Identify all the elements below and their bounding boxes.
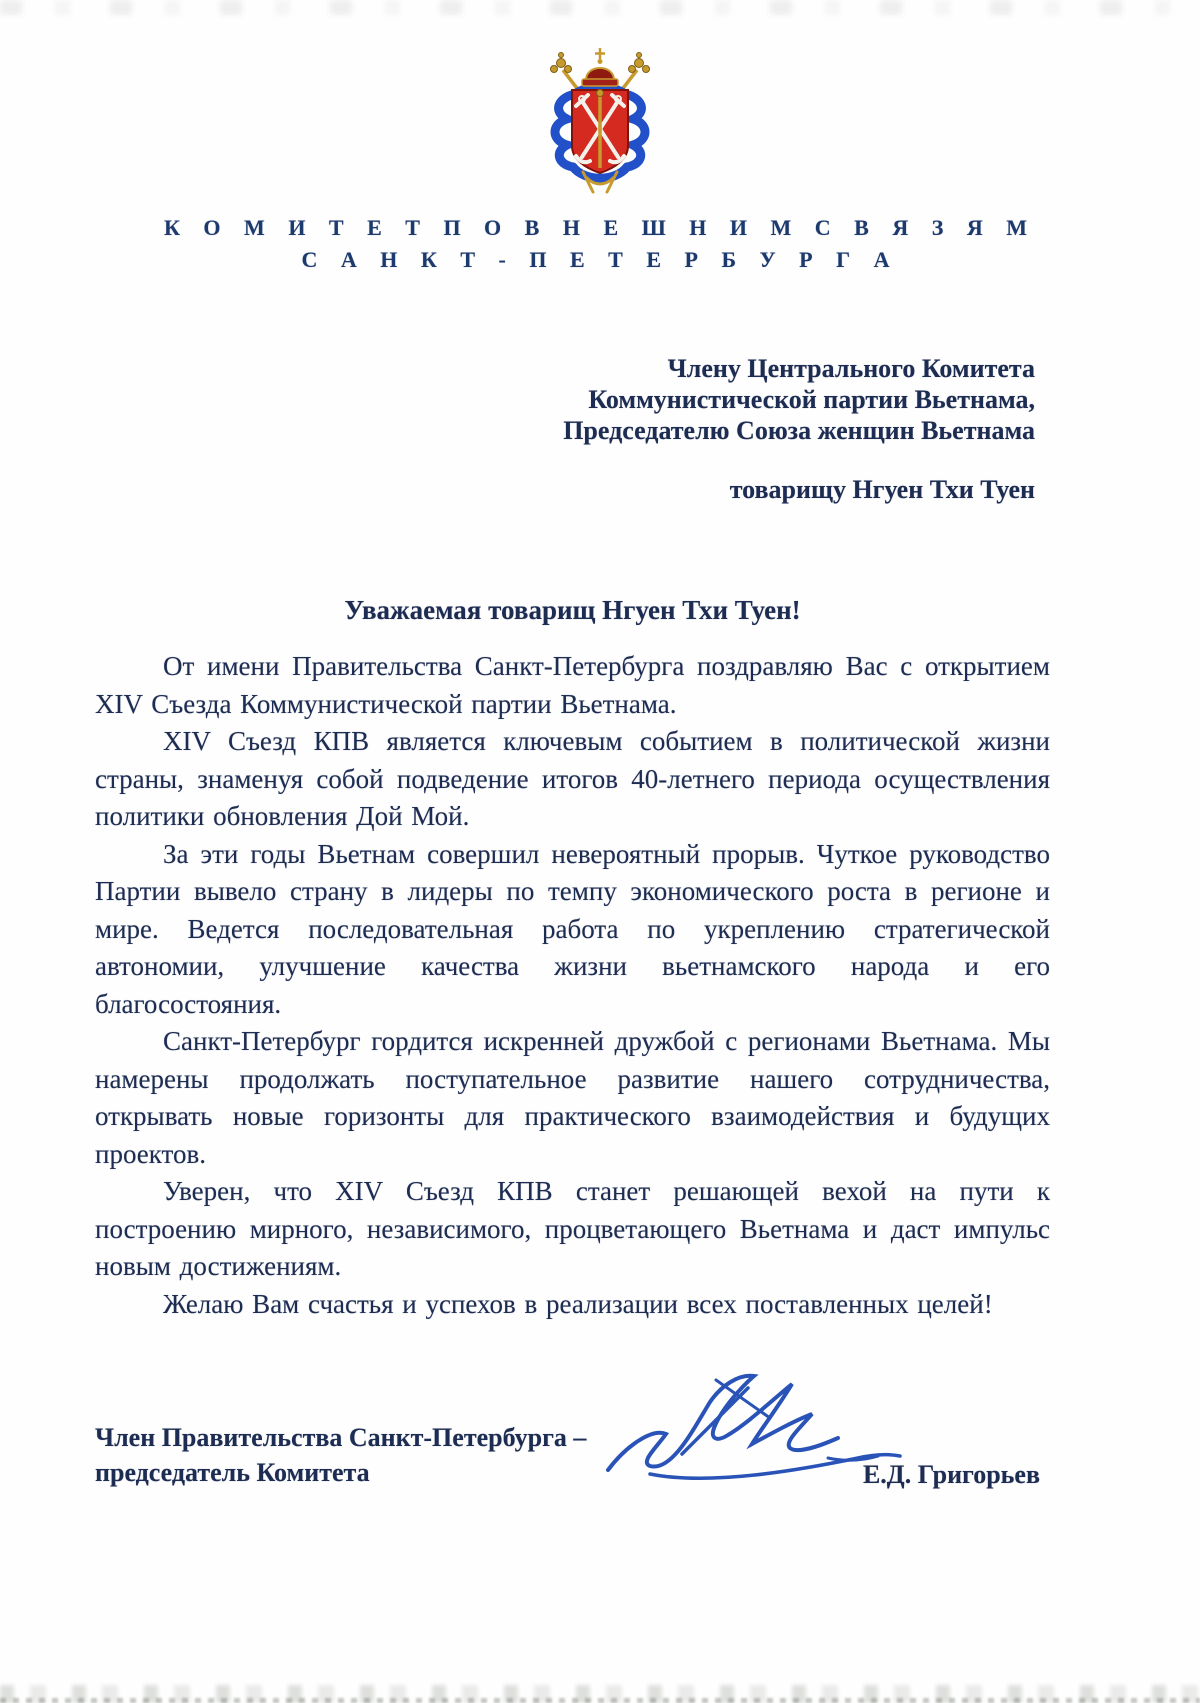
recipient-line-2: Коммунистической партии Вьетнама, xyxy=(588,385,1035,414)
body-paragraph-3: За эти годы Вьетнам совершил невероятный прорыв. Чуткое руководство Партии вывело страну в лидеры по темпу экономического роста в регионе и мире. Ведется последовательная работа по укреплению стратегической автономии, улучшение качества жизни вьетнамского народа и его благосостояния. xyxy=(95,838,1050,1019)
letter-body xyxy=(95,648,1050,1323)
signer-position xyxy=(95,1420,586,1490)
scan-noise-bottom-edge xyxy=(0,1698,1200,1703)
recipient-line-3: Председателю Союза женщин Вьетнама xyxy=(563,416,1035,445)
signer-position-line2: председатель Комитета xyxy=(95,1458,370,1487)
body-paragraph-6: Желаю Вам счастья и успехов в реализации всех поставленных целей! xyxy=(163,1288,993,1319)
letterhead-org-name-line2: С А Н К Т - П Е Т Е Р Б У Р Г А xyxy=(301,247,899,272)
recipient-line-1: Члену Центрального Комитета xyxy=(667,354,1035,383)
letterhead xyxy=(0,215,1200,273)
recipient-name: товарищу Нгуен Тхи Туен xyxy=(729,475,1035,504)
saint-petersburg-coat-of-arms-icon xyxy=(525,42,675,202)
body-paragraph-1: От имени Правительства Санкт-Петербурга поздравляю Вас с открытием XIV Съезда Коммунистической партии Вьетнама. xyxy=(95,651,1050,719)
signature-block xyxy=(95,1420,1040,1490)
letterhead-emblem-wrap xyxy=(0,0,1200,207)
body-paragraph-4: Санкт-Петербург гордится искренней дружбой с регионами Вьетнама. Мы намерены продолжать поступательное развитие нашего сотрудничества, открывать новые горизонты для практического взаимодействия и будущих проектов. xyxy=(95,1026,1050,1169)
body-paragraph-5: Уверен, что XIV Съезд КПВ станет решающей вехой на пути к построению мирного, независимого, процветающего Вьетнама и даст импульс новым достижениям. xyxy=(95,1176,1050,1281)
body-paragraph-2: XIV Съезд КПВ является ключевым событием в политической жизни страны, знаменуя собой подведение итогов 40-летнего периода осуществления политики обновления Дой Мой. xyxy=(95,726,1050,831)
signer-name: Е.Д. Григорьев xyxy=(862,1460,1040,1489)
recipient-block xyxy=(0,353,1200,446)
signer-position-line1: Член Правительства Санкт-Петербурга – xyxy=(95,1423,587,1452)
salutation: Уважаемая товарищ Нгуен Тхи Туен! xyxy=(344,595,801,625)
scan-noise-top xyxy=(0,0,1200,15)
letterhead-org-name-line1: К О М И Т Е Т П О В Н Е Ш Н И М С В Я З Я М xyxy=(163,215,1036,240)
